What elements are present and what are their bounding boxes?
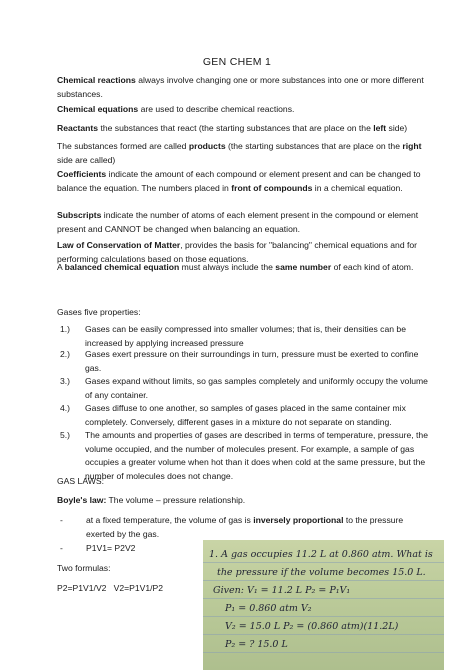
list-number: 5.)	[60, 430, 71, 440]
text: must always include the	[179, 262, 276, 272]
ruled-line	[203, 562, 444, 563]
term-front-of-compounds: front of compounds	[231, 182, 313, 193]
bullet-dash: -	[60, 543, 63, 553]
term-chemical-reactions: Chemical reactions	[57, 75, 136, 85]
list-text: Gases expand without limits, so gas samples completely and uniformly occupy the volume of any container.	[85, 376, 428, 400]
list-text: Gases diffuse to one another, so samples of gases placed in the same container mix completely. Conversely, different gases in a mixture do not separate on standing.	[85, 403, 406, 427]
text: indicate the amount of each compound or element present and can be changed to balance the equation. The numbers placed in	[57, 169, 421, 193]
two-formulas-label: Two formulas:	[57, 563, 111, 573]
handwritten-notes-photo	[203, 540, 444, 670]
paragraph-subscripts	[57, 209, 429, 236]
text: are used to describe chemical reactions.	[138, 104, 295, 114]
formulas-text: P2=P1V1/V2 V2=P1V1/P2	[57, 583, 164, 593]
list-number: 1.)	[60, 324, 71, 334]
list-number: 3.)	[60, 376, 71, 386]
handwritten-line: Given: V₁ = 11.2 L P₂ = P₁V₁	[213, 585, 351, 596]
bullet-dash: -	[60, 515, 63, 525]
text: A	[57, 262, 65, 272]
term-reactants: Reactants	[57, 123, 99, 133]
ruled-line	[203, 580, 444, 581]
text: indicate the number of atoms of each element present in the compound or element present and CANNOT be changed when balancing an equation.	[57, 210, 419, 234]
list-text: The amounts and properties of gases are described in terms of temperature, pressure, the volume occupied, and the number of molecules present. For example, a sample of gas occupies a greater volume when hot than it does when cold at the same pressure, but the number of molecules does not change.	[85, 430, 428, 481]
term-left: left	[373, 123, 387, 133]
handwritten-line: 1. A gas occupies 11.2 L at 0.860 atm. What is	[209, 549, 433, 560]
list-text: Gases exert pressure on their surroundings in turn, pressure must be exerted to confine gas.	[85, 349, 419, 373]
paragraph-boyles-law	[57, 494, 429, 508]
text: the substances that react (the starting substances that are place on the	[98, 123, 374, 133]
gases-heading: Gases five properties:	[57, 307, 141, 317]
text: to the pressure exerted by the gas.	[86, 515, 404, 539]
ruled-line	[203, 598, 444, 599]
term-coefficients: Coefficients	[57, 169, 107, 179]
term-subscripts: Subscripts	[57, 210, 102, 220]
handwritten-line: V₂ = 15.0 L P₂ = (0.860 atm)(11.2L)	[225, 621, 399, 632]
handwritten-line: P₁ = 0.860 atm V₂	[225, 603, 312, 614]
ruled-line	[203, 652, 444, 653]
handwritten-line: P₂ = ? 15.0 L	[225, 639, 288, 650]
list-number: 4.)	[60, 403, 71, 413]
bullet-text: P1V1= P2V2	[86, 543, 136, 553]
term-inversely-proportional: inversely proportional	[253, 515, 344, 525]
handwritten-line: the pressure if the volume becomes 15.0 L.	[217, 567, 426, 578]
text: side are called)	[57, 154, 116, 165]
paragraph-reactants	[57, 122, 429, 136]
text: , provides the basis for "balancing" chemical equations and for performing calculations based on those equations.	[57, 240, 418, 264]
term-chemical-equations: Chemical equations	[57, 104, 139, 114]
term-right: right	[402, 141, 422, 151]
term-boyles-law: Boyle's law:	[57, 495, 107, 505]
text: in a chemical equation.	[312, 182, 403, 193]
text: at a fixed temperature, the volume of gas is	[86, 515, 254, 525]
paragraph-chemical-equations	[57, 103, 429, 117]
paragraph-chemical-reactions	[57, 74, 429, 101]
text: side)	[386, 123, 408, 133]
text: The volume – pressure relationship.	[106, 495, 246, 505]
term-balanced-equation: balanced chemical equation	[64, 262, 180, 272]
paragraph-balanced-equation	[57, 261, 429, 275]
term-products: products	[188, 141, 226, 151]
list-number: 2.)	[60, 349, 71, 359]
text: The substances formed are called	[57, 141, 189, 151]
ruled-line	[203, 634, 444, 635]
text: always involve changing one or more substances into one or more different substances.	[57, 75, 424, 99]
bullet-text	[86, 514, 428, 541]
list-text: Gases can be easily compressed into smaller volumes; that is, their densities can be increased by applying increased pressure	[85, 324, 406, 348]
text: (the starting substances that are place on the	[225, 141, 403, 151]
paragraph-products	[57, 140, 429, 167]
page-title: GEN CHEM 1	[202, 56, 272, 68]
ruled-line	[203, 616, 444, 617]
text: of each kind of atom.	[331, 262, 414, 272]
term-same-number: same number	[275, 262, 332, 272]
term-conservation-of-matter: Law of Conservation of Matter	[57, 240, 181, 250]
paragraph-coefficients	[57, 168, 429, 195]
gas-laws-heading: GAS LAWS:	[57, 476, 104, 486]
